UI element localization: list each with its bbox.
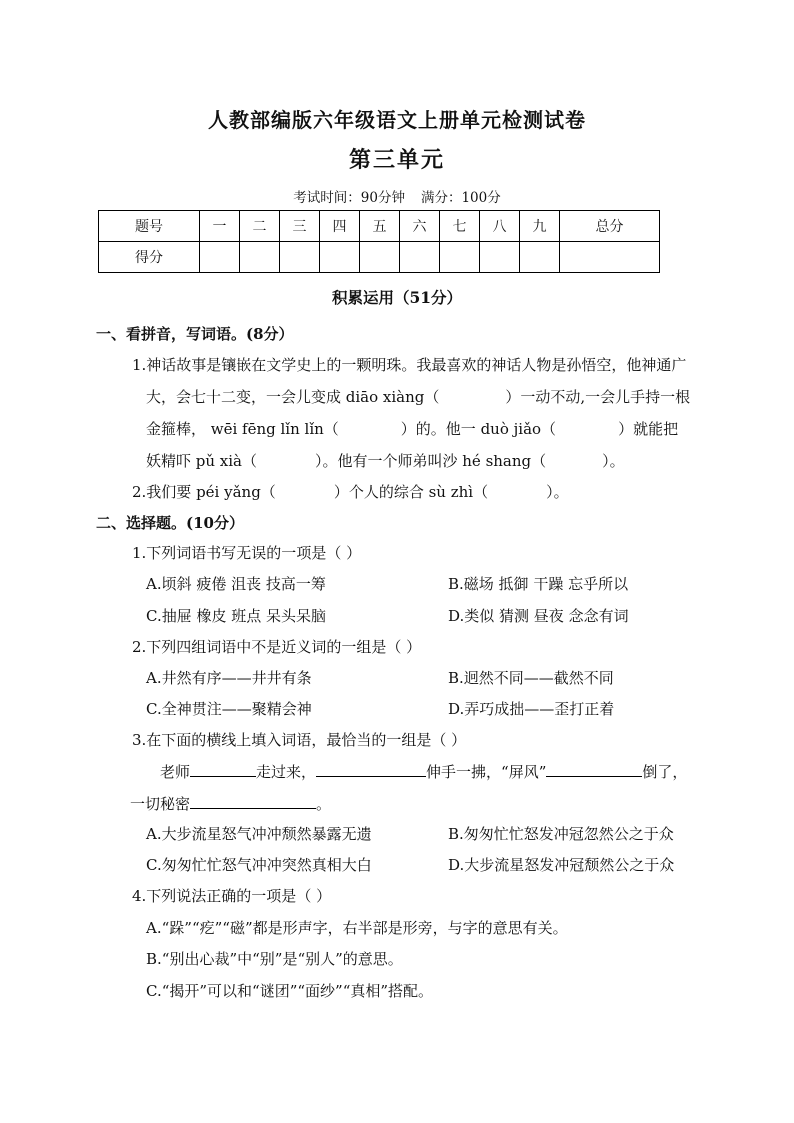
text: ）个人的综合 sù zhì（	[333, 483, 489, 501]
text: ）。	[546, 483, 569, 501]
option-a[interactable]: A.大步流星怒气冲冲颓然暴露无遗	[146, 825, 372, 843]
option-a[interactable]: A.井然有序——井井有条	[146, 669, 312, 687]
part1-q1-line1: 1.神话故事是镶嵌在文学史上的一颗明珠。我最喜欢的神话人物是孙悟空，他神通广	[132, 356, 687, 374]
text: ）。他有一个师弟叫沙 hé shang（	[315, 452, 547, 470]
text: 伸手一拂，“屏风”	[426, 763, 547, 781]
option-d[interactable]: D.大步流星怒发冲冠颓然公之于众	[448, 856, 675, 874]
option-c[interactable]: C.全神贯注——聚精会神	[146, 700, 312, 718]
fill-line[interactable]	[316, 762, 426, 777]
part2-q2-stem: 2.下列四组词语中不是近义词的一组是（ ）	[132, 638, 422, 656]
option-c[interactable]: C.匆匆忙忙怒气冲冲突然真相大白	[146, 856, 372, 874]
exam-info	[0, 186, 794, 206]
text: ）的。他一 duò jiǎo（	[400, 420, 557, 438]
score-cell: 总分	[560, 211, 660, 242]
fill-line[interactable]	[546, 762, 642, 777]
full-score: 满分：100分	[420, 190, 501, 206]
text: 2.我们要 péi yǎng（	[132, 483, 276, 501]
score-table	[98, 210, 660, 273]
option-b[interactable]: B.匆匆忙忙怒发冲冠忽然公之于众	[448, 825, 674, 843]
text: 倒了，	[642, 763, 688, 781]
text: 妖精吓 pǔ xià（	[146, 452, 257, 470]
option-a[interactable]: A.顷斜 疲倦 沮丧 技高一筹	[146, 575, 326, 593]
score-input-cell[interactable]	[480, 242, 520, 273]
document-title: 人教部编版六年级语文上册单元检测试卷	[208, 108, 586, 132]
option-c[interactable]: C.抽屉 橡皮 班点 呆头呆脑	[146, 607, 327, 625]
text: ）一动不动,一会儿手持一根	[505, 388, 691, 406]
option-a[interactable]: A.“跺”“疙”“磁”都是形声字，右半部是形旁，与字的意思有关。	[146, 919, 568, 937]
score-input-cell[interactable]	[560, 242, 660, 273]
part2-q3-stem: 3.在下面的横线上填入词语，最恰当的一组是（ ）	[132, 731, 467, 749]
part2-q1-stem: 1.下列词语书写无误的一项是（ ）	[132, 544, 362, 562]
score-input-cell[interactable]	[400, 242, 440, 273]
text: 大，会七十二变，一会儿变成 diāo xiàng（	[146, 388, 440, 406]
score-cell: 一	[200, 211, 240, 242]
score-cell: 得分	[99, 242, 200, 273]
score-cell: 七	[440, 211, 480, 242]
score-input-cell[interactable]	[200, 242, 240, 273]
part2-heading: 二、选择题。(10分）	[96, 514, 244, 532]
text: 一切秘密	[130, 795, 191, 813]
score-cell: 题号	[99, 211, 200, 242]
score-cell: 三	[280, 211, 320, 242]
score-input-cell[interactable]	[520, 242, 560, 273]
exam-time: 考试时间：90分钟	[293, 190, 405, 206]
section-title: 积累运用（51分）	[331, 288, 463, 307]
option-b[interactable]: B.磁场 抵御 干躁 忘乎所以	[448, 575, 629, 593]
option-d[interactable]: D.类似 猜测 昼夜 念念有词	[448, 607, 629, 625]
score-cell: 六	[400, 211, 440, 242]
option-b[interactable]: B.“别出心裁”中“别”是“别人”的意思。	[146, 950, 403, 968]
text: 老师	[160, 763, 191, 781]
option-b[interactable]: B.迥然不同——截然不同	[448, 669, 614, 687]
option-c[interactable]: C.“揭开”可以和“谜团”“面纱”“真相”搭配。	[146, 982, 434, 1000]
fill-line[interactable]	[190, 762, 256, 777]
part1-q1-line3	[146, 418, 678, 439]
part1-q2	[132, 481, 569, 502]
part2-q3-sentence-cont	[130, 793, 331, 814]
score-table-score-row	[99, 242, 660, 273]
fill-line[interactable]	[190, 794, 316, 809]
option-d[interactable]: D.弄巧成拙——歪打正着	[448, 700, 615, 718]
part2-q4-stem: 4.下列说法正确的一项是（ ）	[132, 887, 332, 905]
text: 金箍棒， wēi fēng lǐn lǐn（	[146, 420, 339, 438]
unit-title: 第三单元	[348, 147, 445, 173]
score-table-header-row	[99, 211, 660, 242]
score-input-cell[interactable]	[240, 242, 280, 273]
score-input-cell[interactable]	[440, 242, 480, 273]
part1-q1-line2	[146, 386, 690, 407]
part2-q3-sentence	[160, 761, 687, 782]
text: ）就能把	[618, 420, 679, 438]
text: 走过来，	[256, 763, 317, 781]
part1-heading: 一、看拼音，写词语。(8分）	[96, 325, 294, 343]
score-input-cell[interactable]	[320, 242, 360, 273]
part1-q1-line4	[146, 450, 625, 471]
score-cell: 五	[360, 211, 400, 242]
score-cell: 八	[480, 211, 520, 242]
score-input-cell[interactable]	[280, 242, 320, 273]
score-input-cell[interactable]	[360, 242, 400, 273]
text: ）。	[602, 452, 625, 470]
score-cell: 九	[520, 211, 560, 242]
text: 。	[316, 795, 332, 813]
score-cell: 四	[320, 211, 360, 242]
score-cell: 二	[240, 211, 280, 242]
